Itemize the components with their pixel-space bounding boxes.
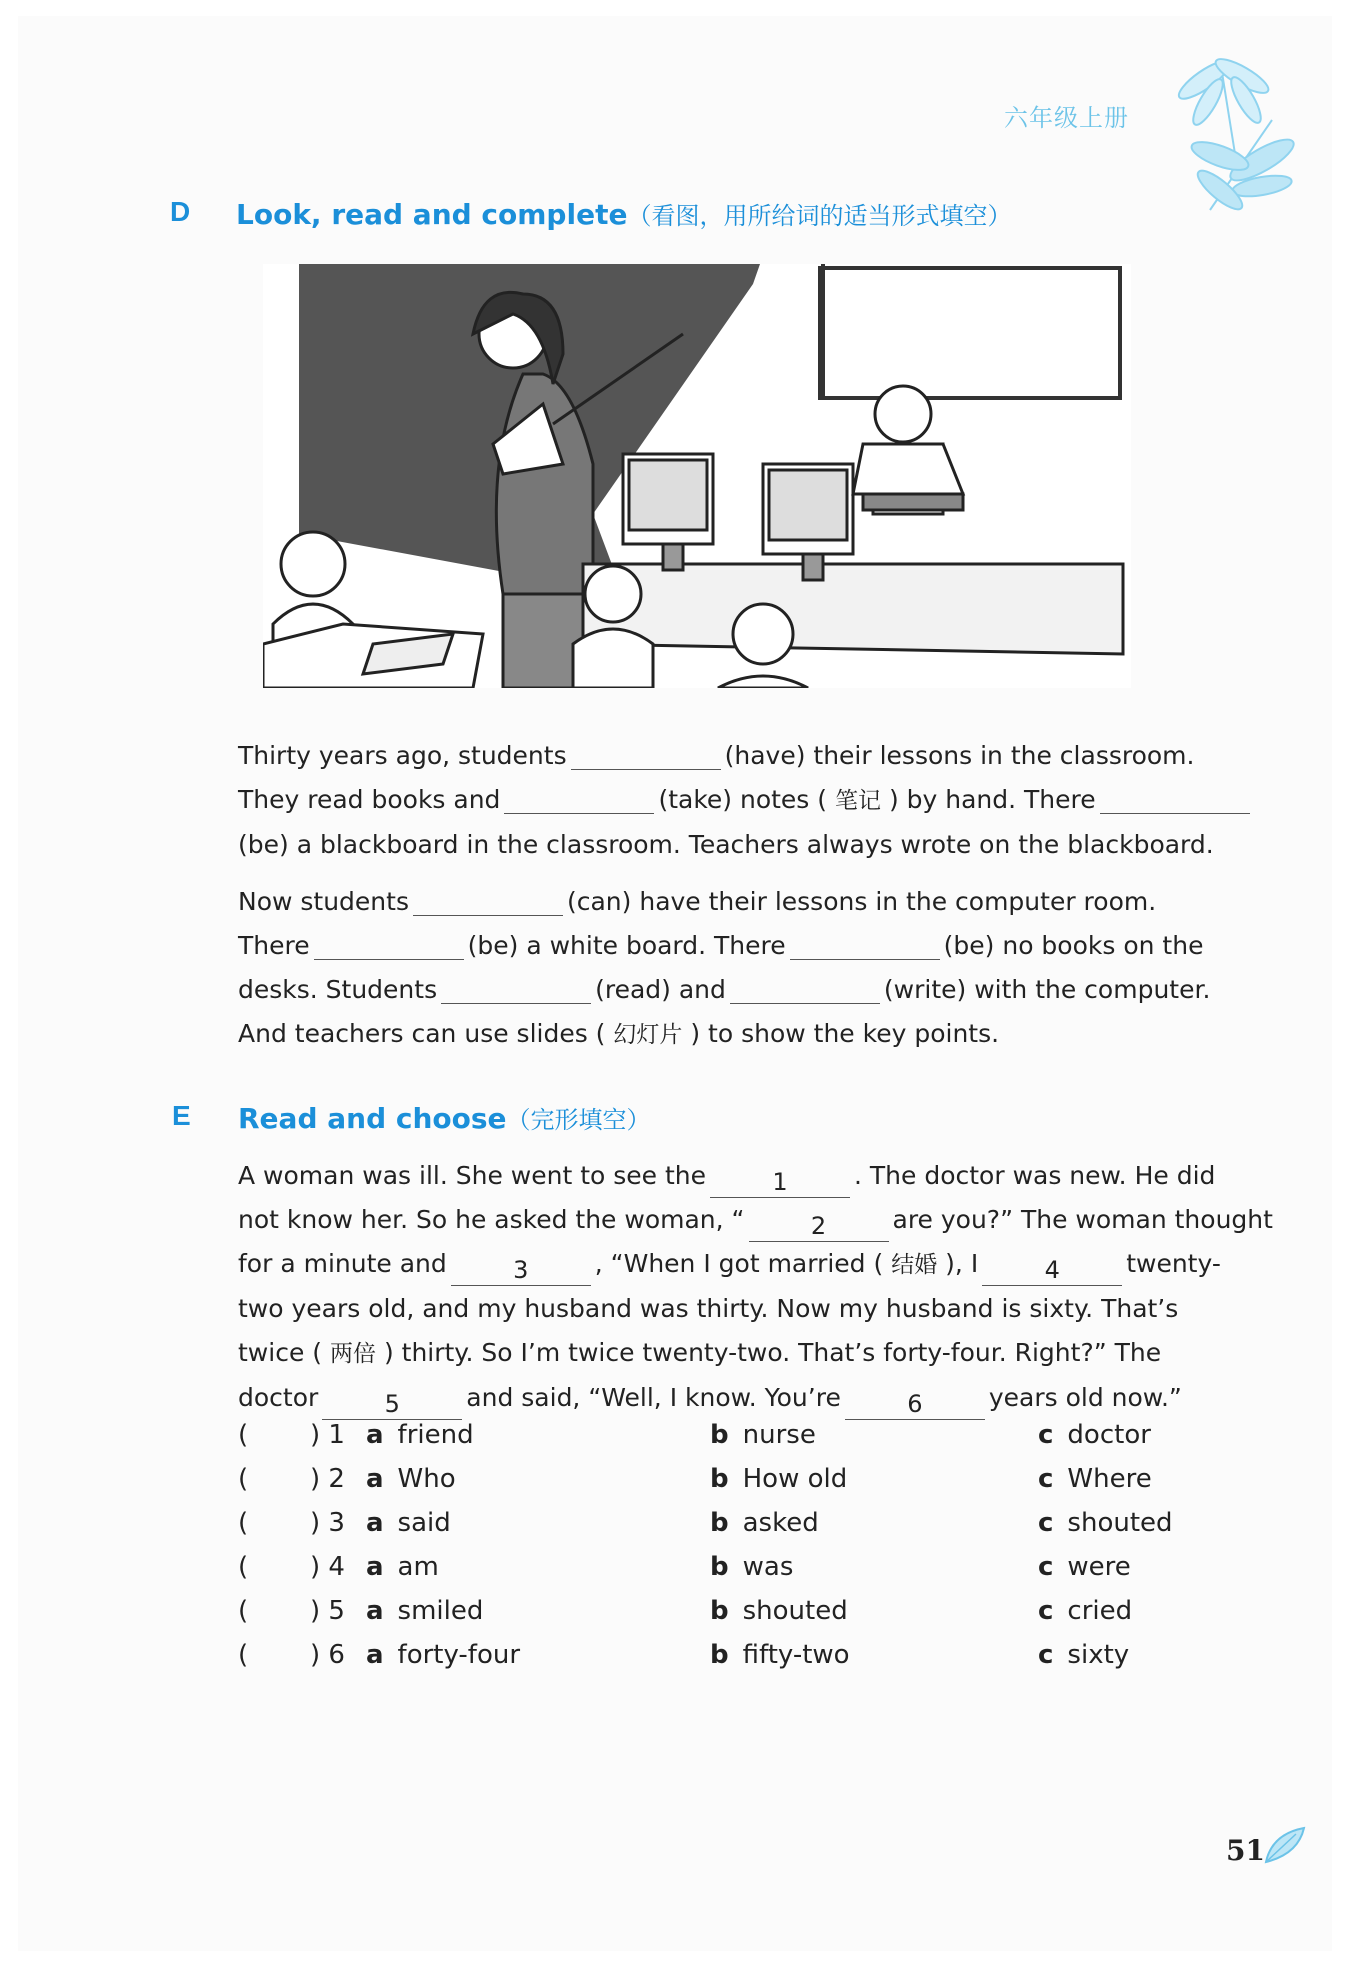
section-e-letter: E — [172, 1100, 191, 1131]
dragonfly-decoration-icon — [1150, 40, 1310, 230]
option-letter: b — [710, 1420, 729, 1450]
question-number: ) 2 — [310, 1464, 345, 1494]
option-text: nurse — [742, 1420, 816, 1450]
option-text: How old — [742, 1464, 848, 1494]
option-letter: a — [366, 1508, 384, 1538]
text: They read books and — [238, 785, 501, 814]
option-a[interactable] — [366, 1464, 456, 1494]
paragraph-line — [238, 734, 1228, 778]
section-e-title-zh: （完形填空） — [506, 1106, 651, 1134]
answer-blank[interactable] — [571, 743, 721, 770]
text: ) by hand. There — [888, 785, 1096, 814]
option-text: was — [742, 1552, 794, 1582]
text: (can) have their lessons in the computer room. — [566, 887, 1157, 916]
option-text: friend — [397, 1420, 474, 1450]
option-c[interactable] — [1038, 1552, 1131, 1582]
option-text: cried — [1067, 1596, 1133, 1626]
option-b[interactable] — [710, 1508, 819, 1538]
section-e-title-en: Read and choose — [238, 1102, 507, 1135]
option-c[interactable] — [1038, 1464, 1152, 1494]
answer-blank[interactable] — [441, 977, 591, 1004]
option-letter: a — [366, 1464, 384, 1494]
option-c[interactable] — [1038, 1420, 1151, 1450]
option-text: fifty-two — [742, 1640, 850, 1670]
paragraph-line — [238, 1154, 1228, 1198]
option-b[interactable] — [710, 1552, 793, 1582]
text: (be) a white board. There — [467, 931, 786, 960]
option-a[interactable] — [366, 1640, 520, 1670]
answer-paren[interactable]: ( — [238, 1552, 249, 1582]
question-number: ) 5 — [310, 1596, 345, 1626]
question-number: ) 4 — [310, 1552, 345, 1582]
option-text: shouted — [1067, 1508, 1173, 1538]
answer-paren[interactable]: ( — [238, 1596, 249, 1626]
answer-paren[interactable]: ( — [238, 1420, 249, 1450]
leaf-decoration-icon — [1262, 1824, 1308, 1866]
answer-paren[interactable]: ( — [238, 1640, 249, 1670]
section-d-title-zh: （看图，用所给词的适当形式填空） — [627, 202, 1012, 230]
answer-blank[interactable] — [730, 977, 880, 1004]
text: (have) their lessons in the classroom. — [724, 741, 1195, 770]
chinese-gloss: 笔记 — [834, 788, 881, 814]
paragraph-line: (be) a blackboard in the classroom. Teachers always wrote on the blackboard. — [238, 830, 1214, 859]
numbered-blank[interactable]: 5 — [322, 1389, 462, 1420]
text: (read) and — [595, 975, 726, 1004]
option-text: shouted — [742, 1596, 848, 1626]
choice-row — [238, 1508, 1238, 1552]
option-c[interactable] — [1038, 1508, 1173, 1538]
section-d-letter: D — [170, 196, 191, 227]
choice-row — [238, 1420, 1238, 1464]
paragraph-line — [238, 1012, 1228, 1057]
paragraph-line — [238, 880, 1228, 924]
text: doctor — [238, 1383, 319, 1412]
chinese-gloss: 幻灯片 — [613, 1022, 683, 1048]
text: years old now.” — [988, 1383, 1182, 1412]
answer-blank[interactable] — [1100, 787, 1250, 814]
answer-blank[interactable] — [790, 933, 940, 960]
option-letter: b — [710, 1552, 729, 1582]
option-letter: a — [366, 1640, 384, 1670]
paragraph-line — [238, 1376, 1228, 1420]
numbered-blank[interactable]: 1 — [710, 1167, 850, 1198]
option-letter: c — [1038, 1508, 1054, 1538]
text: Now students — [238, 887, 409, 916]
text: ), I — [945, 1249, 979, 1278]
option-letter: b — [710, 1640, 729, 1670]
choice-row — [238, 1552, 1238, 1596]
text: are you?” The woman thought — [892, 1205, 1273, 1234]
paragraph-line — [238, 924, 1228, 968]
option-letter: a — [366, 1596, 384, 1626]
section-d-title — [236, 196, 1011, 231]
answer-paren[interactable]: ( — [238, 1508, 249, 1538]
option-b[interactable] — [710, 1420, 816, 1450]
option-text: doctor — [1067, 1420, 1151, 1450]
section-d-paragraph-1 — [238, 734, 1228, 867]
text: and said, “Well, I know. You’re — [466, 1383, 841, 1412]
text: Thirty years ago, students — [238, 741, 567, 770]
section-e-title — [238, 1100, 651, 1135]
paragraph-line — [238, 1331, 1228, 1376]
text: ) to show the key points. — [690, 1019, 1000, 1048]
numbered-blank[interactable]: 4 — [982, 1255, 1122, 1286]
option-letter: b — [710, 1508, 729, 1538]
numbered-blank[interactable]: 3 — [451, 1255, 591, 1286]
text: (be) no books on the — [943, 931, 1204, 960]
section-d-paragraph-2 — [238, 880, 1228, 1057]
numbered-blank[interactable]: 6 — [845, 1389, 985, 1420]
question-number: ) 6 — [310, 1640, 345, 1670]
text: A woman was ill. She went to see the — [238, 1161, 706, 1190]
option-text: smiled — [397, 1596, 484, 1626]
option-text: forty-four — [397, 1640, 521, 1670]
option-text: said — [397, 1508, 451, 1538]
choice-row — [238, 1596, 1238, 1640]
text: not know her. So he asked the woman, “ — [238, 1205, 745, 1234]
paragraph-line: two years old, and my husband was thirty. Now my husband is sixty. That’s — [238, 1294, 1179, 1323]
text: desks. Students — [238, 975, 438, 1004]
chinese-gloss: 两倍 — [329, 1341, 376, 1367]
text: twice ( — [238, 1338, 323, 1367]
option-b[interactable] — [710, 1640, 850, 1670]
option-letter: a — [366, 1552, 384, 1582]
option-b[interactable] — [710, 1464, 847, 1494]
option-text: sixty — [1067, 1640, 1130, 1670]
section-d-title-en: Look, read and complete — [236, 198, 628, 231]
option-text: were — [1067, 1552, 1131, 1582]
option-text: am — [397, 1552, 439, 1582]
option-a[interactable] — [366, 1420, 474, 1450]
text: , “When I got married ( — [594, 1249, 884, 1278]
page-number: 51 — [1226, 1834, 1265, 1867]
option-letter: c — [1038, 1552, 1054, 1582]
grade-label: 六年级上册 — [1004, 104, 1129, 132]
section-e-passage — [238, 1154, 1273, 1420]
paragraph-line — [238, 778, 1228, 823]
text: (write) with the computer. — [883, 975, 1211, 1004]
question-number: ) 1 — [310, 1420, 345, 1450]
question-number: ) 3 — [310, 1508, 345, 1538]
option-a[interactable] — [366, 1552, 439, 1582]
option-letter: c — [1038, 1464, 1054, 1494]
choice-row — [238, 1464, 1238, 1508]
option-c[interactable] — [1038, 1640, 1129, 1670]
option-letter: c — [1038, 1640, 1054, 1670]
option-text: Who — [397, 1464, 456, 1494]
choice-row — [238, 1640, 1238, 1684]
option-a[interactable] — [366, 1508, 451, 1538]
option-text: Where — [1067, 1464, 1152, 1494]
option-c[interactable] — [1038, 1596, 1132, 1626]
option-letter: b — [710, 1464, 729, 1494]
answer-blank[interactable] — [504, 787, 654, 814]
text: ) thirty. So I’m twice twenty-two. That’s forty-four. Right?” The — [383, 1338, 1162, 1367]
chinese-gloss: 结婚 — [891, 1252, 938, 1278]
option-b[interactable] — [710, 1596, 848, 1626]
option-letter: c — [1038, 1420, 1054, 1450]
text: (take) notes ( — [658, 785, 828, 814]
option-letter: a — [366, 1420, 384, 1450]
paragraph-line — [238, 968, 1228, 1012]
answer-blank[interactable] — [413, 889, 563, 916]
choice-list — [238, 1420, 1238, 1684]
classroom-illustration — [263, 264, 1131, 688]
text: There — [238, 931, 310, 960]
option-letter: c — [1038, 1596, 1054, 1626]
option-text: asked — [742, 1508, 819, 1538]
option-letter: b — [710, 1596, 729, 1626]
answer-blank[interactable] — [314, 933, 464, 960]
numbered-blank[interactable]: 2 — [749, 1211, 889, 1242]
paragraph-line — [238, 1242, 1228, 1287]
text: twenty- — [1126, 1249, 1221, 1278]
paragraph-line — [238, 1198, 1273, 1242]
text: And teachers can use slides ( — [238, 1019, 606, 1048]
text: for a minute and — [238, 1249, 447, 1278]
answer-paren[interactable]: ( — [238, 1464, 249, 1494]
option-a[interactable] — [366, 1596, 483, 1626]
text: . The doctor was new. He did — [854, 1161, 1216, 1190]
